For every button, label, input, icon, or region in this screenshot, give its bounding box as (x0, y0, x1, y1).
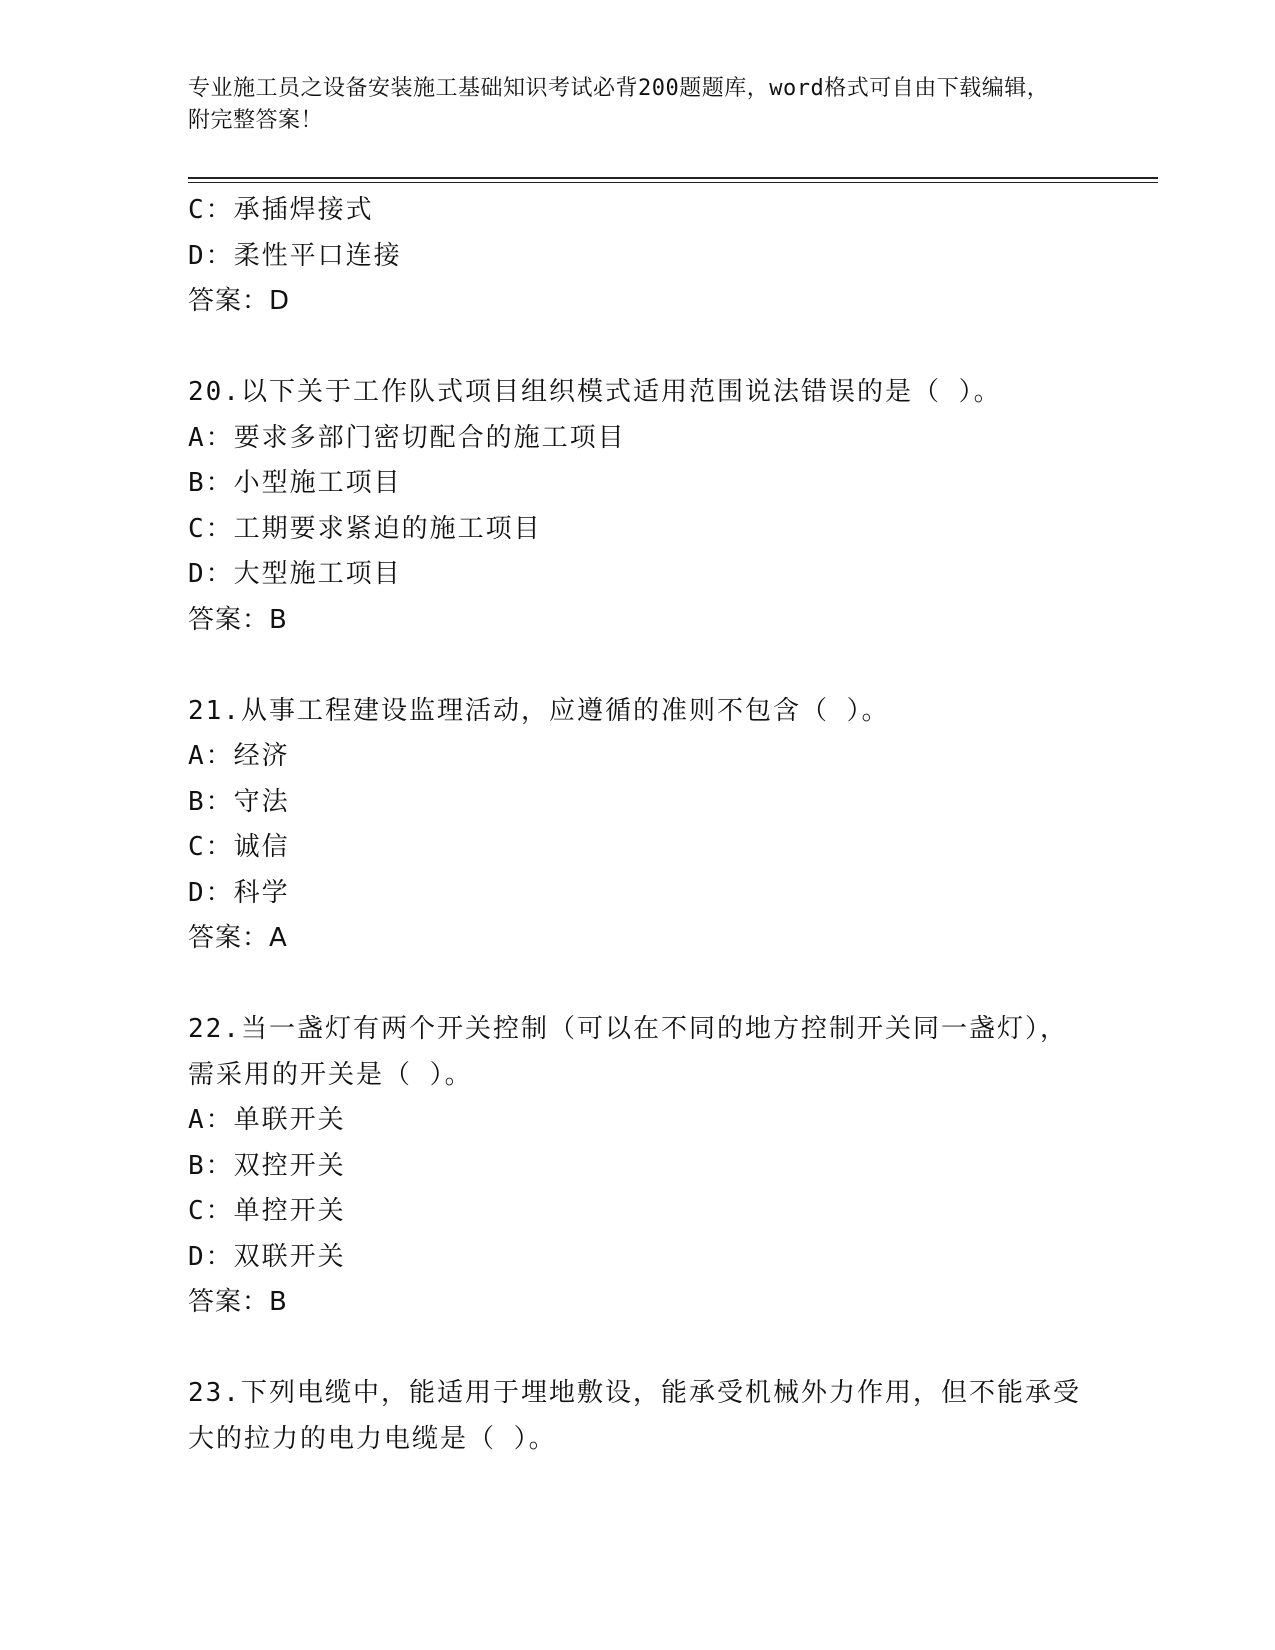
question-20 (188, 370, 1088, 643)
option-d: D：科学 (188, 877, 290, 908)
question-23 (188, 1371, 1088, 1462)
option-a: A：经济 (188, 741, 290, 771)
header-divider-thick (188, 177, 1158, 179)
question-22 (188, 1007, 1088, 1326)
option-b: B：小型施工项目 (188, 468, 402, 498)
option-c: C：单控开关 (188, 1196, 346, 1226)
question-stem: 23.下列电缆中，能适用于埋地敷设，能承受机械外力作用，但不能承受大的拉力的电力电缆是（ ）。 (188, 1378, 1081, 1454)
option-a: A：单联开关 (188, 1105, 346, 1135)
question-stem: 21.从事工程建设监理活动，应遵循的准则不包含（ ）。 (188, 695, 890, 726)
question-stem: 22.当一盏灯有两个开关控制（可以在不同的地方控制开关同一盏灯），需采用的开关是（ ）。 (188, 1014, 1068, 1090)
header-divider-thin (188, 182, 1158, 183)
option-d: D：双联开关 (188, 1241, 346, 1272)
answer-line: 答案：B (188, 604, 288, 635)
answer-line: 答案：D (188, 286, 291, 316)
answer-line: 答案：A (188, 923, 288, 953)
answer-line: 答案：B (188, 1287, 288, 1317)
option-b: B：守法 (188, 786, 290, 817)
question-stem: 20.以下关于工作队式项目组织模式适用范围说法错误的是（ ）。 (188, 377, 1002, 407)
option-c: C：承插焊接式 (188, 195, 374, 225)
option-a: A：要求多部门密切配合的施工项目 (188, 422, 626, 453)
question-21 (188, 689, 1088, 962)
question-content (188, 188, 1088, 1462)
option-b: B：双控开关 (188, 1150, 346, 1181)
option-c: C：诚信 (188, 832, 290, 862)
option-c: C：工期要求紧迫的施工项目 (188, 513, 542, 544)
document-header: 专业施工员之设备安装施工基础知识考试必背200题题库，word格式可自由下载编辑，附完整答案！ (188, 76, 1050, 133)
option-d: D：大型施工项目 (188, 559, 402, 589)
option-d: D：柔性平口连接 (188, 240, 402, 271)
